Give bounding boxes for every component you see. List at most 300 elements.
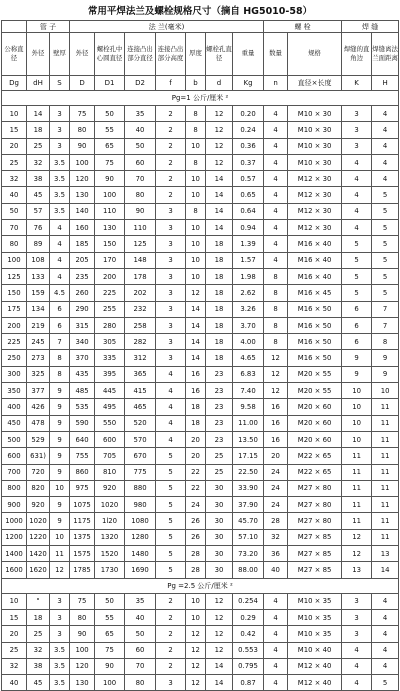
table-cell: 18	[206, 301, 233, 317]
table-cell: 12	[186, 642, 206, 658]
table-cell: 4.5	[50, 285, 70, 301]
table-cell: 38	[27, 658, 50, 674]
table-cell: 920	[95, 480, 125, 496]
table-cell: 130	[95, 220, 125, 236]
table-cell: 495	[95, 399, 125, 415]
table-cell: M10 × 40	[288, 642, 342, 658]
table-cell: 14	[206, 675, 233, 691]
table-cell: 4	[156, 399, 186, 415]
table-cell: 0.65	[233, 187, 264, 203]
table-row	[2, 609, 399, 625]
table-row	[2, 334, 399, 350]
table-cell: 12	[206, 106, 233, 122]
table-cell: 450	[2, 415, 27, 431]
table-cell: 37.90	[233, 497, 264, 513]
group-header-row	[2, 21, 399, 33]
table-cell: 40	[264, 562, 288, 578]
table-cell: 80	[125, 675, 156, 691]
table-cell: 202	[125, 285, 156, 301]
table-cell: 73.20	[233, 546, 264, 562]
table-cell: 9	[50, 448, 70, 464]
table-cell: 76	[27, 220, 50, 236]
table-row	[2, 464, 399, 480]
table-cell: 245	[27, 334, 50, 350]
table-cell: 4.65	[233, 350, 264, 366]
table-cell: 975	[70, 480, 95, 496]
table-cell: 2	[156, 642, 186, 658]
table-cell: 4	[342, 154, 372, 170]
pressure-section-row	[2, 578, 399, 593]
table-cell: 70	[125, 658, 156, 674]
table-cell: 25	[2, 642, 27, 658]
table-cell: 11	[372, 513, 399, 529]
table-cell: 150	[95, 236, 125, 252]
table-cell: 10	[186, 268, 206, 284]
table-cell: 3	[342, 138, 372, 154]
column-symbol: H	[372, 76, 399, 91]
table-row	[2, 285, 399, 301]
table-cell: 1600	[2, 562, 27, 578]
table-row	[2, 626, 399, 642]
table-cell: 0.87	[233, 675, 264, 691]
table-cell: 9.58	[233, 399, 264, 415]
table-cell: 5	[156, 480, 186, 496]
table-cell: 2	[156, 122, 186, 138]
table-cell: 11	[372, 464, 399, 480]
table-cell: 258	[125, 317, 156, 333]
table-cell: 4	[156, 366, 186, 382]
table-cell: M20 × 60	[288, 399, 342, 415]
table-cell: M12 × 30	[288, 171, 342, 187]
table-cell: 65	[95, 626, 125, 642]
table-cell: 445	[95, 383, 125, 399]
table-cell: M12 × 40	[288, 658, 342, 674]
table-cell: M27 × 85	[288, 546, 342, 562]
table-cell: 80	[2, 236, 27, 252]
table-cell: M16 × 40	[288, 236, 342, 252]
column-name: 螺栓孔中心圆直径	[95, 33, 125, 76]
table-cell: M16 × 50	[288, 301, 342, 317]
group-header-blank	[2, 21, 27, 33]
table-cell: M10 × 30	[288, 138, 342, 154]
table-cell: 3	[156, 285, 186, 301]
table-cell: M22 × 65	[288, 448, 342, 464]
column-name: 公称直径	[2, 33, 27, 76]
table-cell: 18	[186, 415, 206, 431]
table-cell: 10	[50, 529, 70, 545]
table-cell: M27 × 80	[288, 497, 342, 513]
table-cell: 4	[264, 203, 288, 219]
table-cell: 4	[372, 593, 399, 609]
table-cell: 12	[342, 529, 372, 545]
table-cell: 4	[156, 415, 186, 431]
table-cell: 14	[206, 220, 233, 236]
table-cell: 23	[206, 399, 233, 415]
table-cell: 0.20	[233, 106, 264, 122]
table-cell: 1220	[27, 529, 50, 545]
table-cell: 4	[156, 383, 186, 399]
table-cell: 5	[156, 448, 186, 464]
table-cell: 1375	[70, 529, 95, 545]
table-cell: 5	[156, 464, 186, 480]
column-symbol: n	[264, 76, 288, 91]
table-cell: 10	[2, 106, 27, 122]
table-cell: 12	[50, 562, 70, 578]
table-row	[2, 513, 399, 529]
table-cell: 255	[95, 301, 125, 317]
table-cell: 14	[186, 317, 206, 333]
table-cell: 4	[264, 642, 288, 658]
table-cell: 14	[27, 106, 50, 122]
table-cell: 2	[156, 171, 186, 187]
table-cell: 312	[125, 350, 156, 366]
table-cell: 290	[70, 301, 95, 317]
table-cell: 159	[27, 285, 50, 301]
table-cell: 3	[342, 609, 372, 625]
group-header-pipe: 管 子	[27, 21, 70, 33]
table-row	[2, 236, 399, 252]
table-cell: 4	[264, 675, 288, 691]
table-cell: 12	[206, 626, 233, 642]
table-cell: 11	[342, 464, 372, 480]
table-cell: 1280	[125, 529, 156, 545]
table-cell: 134	[27, 301, 50, 317]
table-row	[2, 350, 399, 366]
table-cell: 235	[70, 268, 95, 284]
table-cell: M16 × 40	[288, 252, 342, 268]
table-cell: 100	[2, 252, 27, 268]
table-cell: 0.254	[233, 593, 264, 609]
table-cell: 70	[125, 171, 156, 187]
table-cell: M27 × 85	[288, 529, 342, 545]
table-row	[2, 529, 399, 545]
table-cell: 485	[70, 383, 95, 399]
table-cell: 11	[372, 431, 399, 447]
table-row	[2, 448, 399, 464]
table-cell: 2	[156, 658, 186, 674]
table-cell: 1020	[95, 497, 125, 513]
table-cell: 5	[156, 497, 186, 513]
table-cell: 5	[372, 203, 399, 219]
table-cell: 720	[27, 464, 50, 480]
table-cell: M16 × 50	[288, 334, 342, 350]
table-cell: 20	[264, 448, 288, 464]
table-row	[2, 415, 399, 431]
table-cell: M12 × 30	[288, 187, 342, 203]
table-cell: 90	[95, 658, 125, 674]
table-cell: 2	[156, 106, 186, 122]
table-cell: 1175	[70, 513, 95, 529]
table-cell: "	[27, 593, 50, 609]
table-cell: 3	[156, 203, 186, 219]
table-cell: 12	[186, 658, 206, 674]
table-cell: 24	[264, 464, 288, 480]
table-cell: 10	[186, 187, 206, 203]
table-row	[2, 187, 399, 203]
table-cell: 10	[342, 415, 372, 431]
table-cell: 25	[27, 626, 50, 642]
table-cell: 2	[156, 593, 186, 609]
table-cell: 3	[342, 122, 372, 138]
table-cell: 10	[342, 431, 372, 447]
table-cell: 23	[206, 366, 233, 382]
table-cell: 5	[156, 562, 186, 578]
table-cell: M10 × 30	[288, 122, 342, 138]
table-cell: 260	[70, 285, 95, 301]
table-cell: 130	[70, 675, 95, 691]
table-cell: 520	[125, 415, 156, 431]
table-cell: 250	[2, 350, 27, 366]
table-cell: 5	[342, 252, 372, 268]
table-cell: 3	[156, 252, 186, 268]
table-cell: 5	[372, 220, 399, 236]
table-cell: 219	[27, 317, 50, 333]
column-symbol: K	[342, 76, 372, 91]
column-name: 规格	[288, 33, 342, 76]
table-cell: 20	[2, 626, 27, 642]
table-cell: 90	[95, 171, 125, 187]
table-cell: 10	[186, 220, 206, 236]
table-cell: 32	[264, 529, 288, 545]
table-cell: 28	[186, 562, 206, 578]
table-cell: 6	[342, 334, 372, 350]
column-symbol: d	[206, 76, 233, 91]
table-cell: 25	[27, 138, 50, 154]
table-cell: 5	[372, 285, 399, 301]
table-cell: 8	[186, 122, 206, 138]
table-cell: 11	[372, 529, 399, 545]
table-cell: 15	[2, 609, 27, 625]
table-cell: 631)	[27, 448, 50, 464]
table-cell: 1785	[70, 562, 95, 578]
table-cell: 225	[2, 334, 27, 350]
table-cell: 4	[264, 252, 288, 268]
table-cell: 18	[186, 399, 206, 415]
table-cell: 23	[206, 431, 233, 447]
table-cell: M20 × 60	[288, 431, 342, 447]
table-cell: 5	[342, 236, 372, 252]
table-cell: 3	[156, 301, 186, 317]
table-cell: 3	[342, 626, 372, 642]
table-cell: 920	[27, 497, 50, 513]
table-cell: 133	[27, 268, 50, 284]
table-cell: 80	[70, 609, 95, 625]
table-cell: 4	[372, 138, 399, 154]
table-cell: 5	[372, 252, 399, 268]
table-cell: 57	[27, 203, 50, 219]
table-cell: 36	[264, 546, 288, 562]
table-cell: 12	[186, 285, 206, 301]
column-name-row	[2, 33, 399, 76]
table-cell: 1.98	[233, 268, 264, 284]
group-header-flange: 法 兰(毫米)	[70, 21, 264, 33]
table-cell: M10 × 35	[288, 626, 342, 642]
table-cell: 8	[186, 203, 206, 219]
table-cell: 11	[372, 497, 399, 513]
table-cell: 4	[372, 122, 399, 138]
table-cell: 90	[125, 203, 156, 219]
table-cell: 26	[186, 529, 206, 545]
table-cell: 8	[264, 334, 288, 350]
table-cell: 5	[372, 675, 399, 691]
table-cell: 10	[342, 399, 372, 415]
pressure-section-row	[2, 91, 399, 106]
table-cell: 335	[95, 350, 125, 366]
table-cell: 9	[50, 513, 70, 529]
table-cell: 0.24	[233, 122, 264, 138]
table-cell: 25	[206, 448, 233, 464]
table-cell: 0.795	[233, 658, 264, 674]
table-cell: 4	[264, 171, 288, 187]
table-cell: 45	[27, 187, 50, 203]
table-cell: 305	[95, 334, 125, 350]
table-cell: 900	[2, 497, 27, 513]
table-cell: 3.5	[50, 171, 70, 187]
table-cell: 8	[264, 268, 288, 284]
table-cell: 20	[2, 138, 27, 154]
table-cell: 60	[125, 154, 156, 170]
table-cell: 185	[70, 236, 95, 252]
table-cell: M10 × 30	[288, 106, 342, 122]
table-cell: 570	[125, 431, 156, 447]
table-cell: 3	[156, 220, 186, 236]
table-cell: 0.37	[233, 154, 264, 170]
table-cell: 90	[70, 626, 95, 642]
table-cell: 30	[206, 497, 233, 513]
table-cell: 15	[2, 122, 27, 138]
table-cell: 3	[50, 106, 70, 122]
table-cell: 4	[372, 154, 399, 170]
table-cell: 38	[27, 171, 50, 187]
pressure-label: Pg=1 公斤/厘米 ²	[2, 91, 399, 106]
table-cell: 775	[125, 464, 156, 480]
table-cell: 11	[342, 513, 372, 529]
table-cell: 10	[342, 383, 372, 399]
table-cell: 4	[264, 122, 288, 138]
table-cell: 1l20	[95, 513, 125, 529]
table-cell: 10	[186, 252, 206, 268]
table-cell: 225	[95, 285, 125, 301]
table-cell: 75	[70, 106, 95, 122]
table-cell: 80	[70, 122, 95, 138]
table-cell: M20 × 60	[288, 415, 342, 431]
table-row	[2, 154, 399, 170]
table-cell: M16 × 45	[288, 285, 342, 301]
table-cell: 11	[342, 448, 372, 464]
table-cell: 755	[70, 448, 95, 464]
table-cell: 365	[125, 366, 156, 382]
table-cell: 120	[70, 658, 95, 674]
table-cell: 4	[372, 106, 399, 122]
table-cell: 45.70	[233, 513, 264, 529]
table-cell: 5	[372, 268, 399, 284]
table-cell: 110	[125, 220, 156, 236]
table-cell: 860	[70, 464, 95, 480]
column-symbol: b	[186, 76, 206, 91]
table-cell: 40	[125, 122, 156, 138]
table-cell: 529	[27, 431, 50, 447]
table-cell: 600	[95, 431, 125, 447]
table-cell: 28	[186, 546, 206, 562]
column-symbol-row	[2, 76, 399, 91]
table-cell: 11	[372, 480, 399, 496]
table-cell: 9	[342, 366, 372, 382]
table-cell: 11	[372, 415, 399, 431]
table-cell: 14	[186, 301, 206, 317]
table-cell: 9	[372, 350, 399, 366]
table-cell: 8	[372, 334, 399, 350]
table-cell: 9	[50, 415, 70, 431]
table-cell: 3	[156, 236, 186, 252]
table-cell: 1200	[2, 529, 27, 545]
table-row	[2, 203, 399, 219]
table-cell: 18	[206, 317, 233, 333]
table-cell: 80	[125, 187, 156, 203]
table-cell: 8	[264, 317, 288, 333]
table-cell: 3	[156, 268, 186, 284]
table-cell: 600	[2, 448, 27, 464]
table-cell: 33.90	[233, 480, 264, 496]
table-cell: 280	[95, 317, 125, 333]
column-name: 焊缝离法兰面距离	[372, 33, 399, 76]
table-cell: 16	[264, 431, 288, 447]
table-cell: 120	[70, 171, 95, 187]
table-cell: 980	[125, 497, 156, 513]
table-cell: 10	[186, 171, 206, 187]
table-cell: 4	[372, 658, 399, 674]
table-cell: 3.26	[233, 301, 264, 317]
table-cell: 30	[206, 562, 233, 578]
table-cell: 4	[372, 626, 399, 642]
table-cell: 4	[264, 593, 288, 609]
table-cell: 4	[342, 675, 372, 691]
table-cell: 3	[50, 626, 70, 642]
table-cell: 4	[342, 220, 372, 236]
table-cell: 590	[70, 415, 95, 431]
table-cell: 7.40	[233, 383, 264, 399]
table-cell: 1080	[125, 513, 156, 529]
table-cell: 5	[342, 268, 372, 284]
table-cell: 50	[125, 626, 156, 642]
table-cell: 18	[27, 609, 50, 625]
table-cell: 3	[342, 593, 372, 609]
table-cell: 1480	[125, 546, 156, 562]
table-cell: 110	[95, 203, 125, 219]
table-cell: 550	[95, 415, 125, 431]
table-cell: 150	[2, 285, 27, 301]
table-cell: 88.00	[233, 562, 264, 578]
table-cell: 10	[2, 593, 27, 609]
table-cell: 178	[125, 268, 156, 284]
table-row	[2, 562, 399, 578]
table-cell: 4	[264, 658, 288, 674]
table-cell: 4	[50, 252, 70, 268]
table-cell: 10	[50, 480, 70, 496]
table-cell: 2	[156, 187, 186, 203]
table-row	[2, 138, 399, 154]
table-cell: 16	[264, 399, 288, 415]
table-cell: 35	[125, 106, 156, 122]
table-cell: 705	[95, 448, 125, 464]
table-cell: M10 × 35	[288, 593, 342, 609]
table-row	[2, 431, 399, 447]
column-name: 连接凸出部分高度	[156, 33, 186, 76]
table-cell: 0.42	[233, 626, 264, 642]
table-cell: 4	[50, 220, 70, 236]
table-cell: 30	[206, 529, 233, 545]
table-cell: 14	[186, 334, 206, 350]
table-cell: 465	[125, 399, 156, 415]
